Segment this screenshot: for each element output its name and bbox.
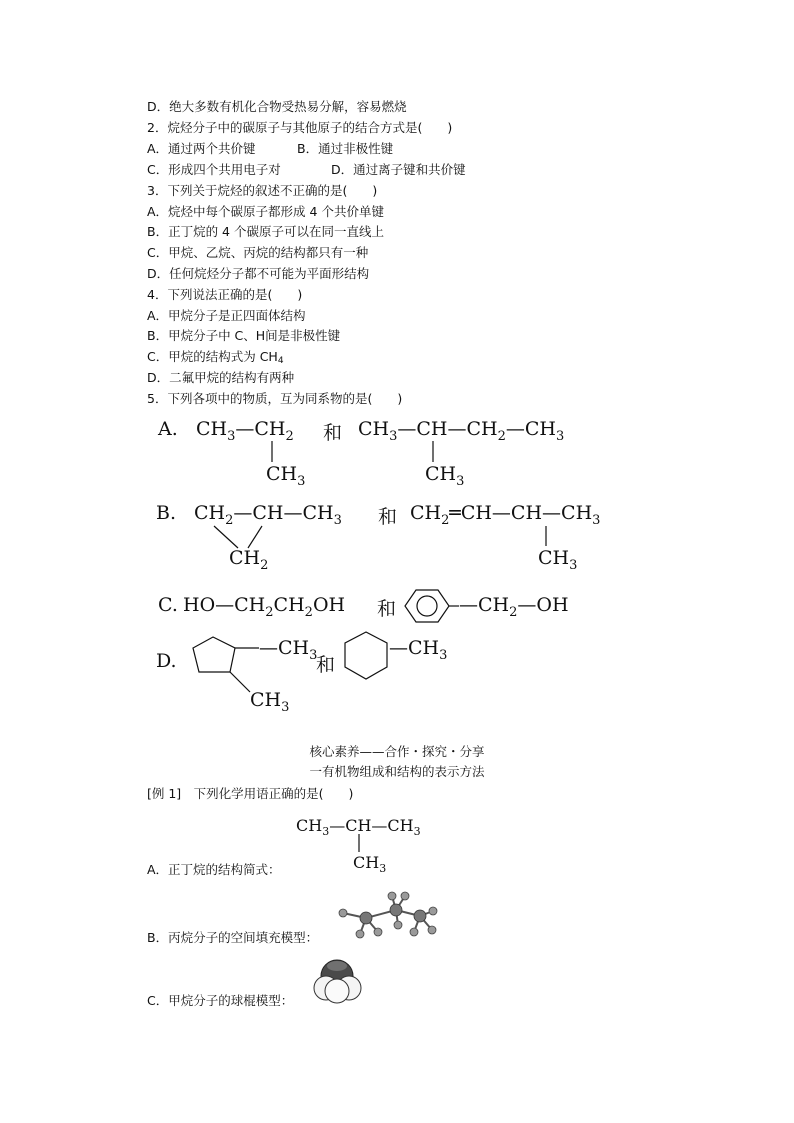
example1-stem: [例 1] 下列化学用语正确的是( ) [147,786,354,801]
example1-option-c: C．甲烷分子的球棍模型： [147,993,294,1008]
cyclohexane-ring-icon [345,632,387,679]
q5-option-c-left-part1: HO—CH [183,594,266,616]
q5-option-b-left-formula: $CH_2—CH—CH_3$ [194,502,342,528]
q5-option-a-right-branch: $CH_3$ [425,463,465,489]
q5-option-b-right-formula: $CH_2═CH—CH—CH_3$ [410,502,601,528]
q5-stem: 5．下列各项中的物质，互为同系物的是( ) [147,391,403,406]
q4-option-a: A．甲烷分子是正四面体结构 [147,308,306,323]
q3-option-c: C．甲烷、乙烷、丙烷的结构都只有一种 [147,245,369,260]
methane-model-icon [314,960,361,1003]
q1-option-d: D．绝大多数有机化合物受热易分解，容易燃烧 [147,99,407,114]
q2-option-c: C．形成四个共用电子对 [147,162,281,177]
q5-option-c-left-formula: $HO—CH_2CH_2OH$ [183,594,346,620]
q5-option-c-right-part2: —OH [517,594,569,616]
q4-option-c-text: C．甲烷的结构式为 CH [147,349,278,364]
q4-stem: 4．下列说法正确的是( ) [147,287,303,302]
q2-stem: 2．烷烃分子中的碳原子与其他原子的结合方式是( ) [147,120,453,135]
q4-option-c-subscript: 4 [277,356,284,366]
q5-option-d-left-methyl-2: $CH_3$ [250,689,290,715]
example1-a-branch: $CH_3$ [353,853,387,876]
q5-option-d-right-methyl: $—CH_3$ [389,637,448,663]
example1-option-b: B．丙烷分子的空间填充模型： [147,930,319,945]
q4-option-b: B．甲烷分子中 C、H间是非极性键 [147,328,341,343]
propane-model-icon [339,892,437,938]
q3-option-d: D．任何烷烃分子都不可能为平面形结构 [147,266,370,281]
q5-b-ring-bond-right [248,526,262,548]
q5-option-b-label: B. [156,502,177,524]
q5-option-b-and: 和 [378,506,398,528]
q5-option-b-right-branch: $CH_3$ [538,547,578,573]
example1-option-a: A．正丁烷的结构简式： [147,862,281,877]
section-title: 核心素养——合作・探究・分享 [309,744,485,759]
q2-option-b: B．通过非极性键 [297,141,394,156]
q5-option-a-label: A. [158,418,178,440]
q5-option-c-right-formula: $—CH_2—OH$ [459,594,569,620]
q5-option-a-and: 和 [323,422,343,444]
section-subtitle: 一有机物组成和结构的表示方法 [309,764,485,779]
benzene-ring-icon [405,590,459,622]
q5-option-d-label: D. [156,650,177,672]
q4-option-d: D．二氟甲烷的结构有两种 [147,370,295,385]
q5-option-a-left-formula: $CH_3—CH_2$ [196,418,294,444]
q5-option-a-right-formula: $CH_3—CH—CH_2—CH_3$ [358,418,565,444]
q5-option-c-left-part2: CH [273,594,305,616]
q3-option-a: A．烷烃中每个碳原子都形成 4 个共价单键 [147,204,384,219]
q2-option-d: D．通过离子键和共价键 [331,162,466,177]
q3-stem: 3．下列关于烷烃的叙述不正确的是( ) [147,183,378,198]
q5-option-d-and: 和 [316,654,336,676]
q5-option-d-left-methyl-1: $—CH_3$ [259,637,318,663]
q5-b-ring-bond-left [214,526,238,548]
cyclopentane-ring-icon [193,637,259,692]
q3-option-b: B．正丁烷的 4 个碳原子可以在同一直线上 [147,224,384,239]
q5-option-c-and: 和 [377,598,397,620]
q5-option-c-left-part3: OH [312,594,346,616]
q2-option-a: A．通过两个共价键 [147,141,256,156]
q5-option-c-label: C. [158,594,178,616]
q5-option-a-left-branch: $CH_3$ [266,463,306,489]
example1-a-formula: $CH_3—CH—CH_3$ [296,816,421,839]
q5-option-c-right-part1: —CH [459,594,510,616]
q5-option-b-left-ring-carbon: $CH_2$ [229,547,269,573]
